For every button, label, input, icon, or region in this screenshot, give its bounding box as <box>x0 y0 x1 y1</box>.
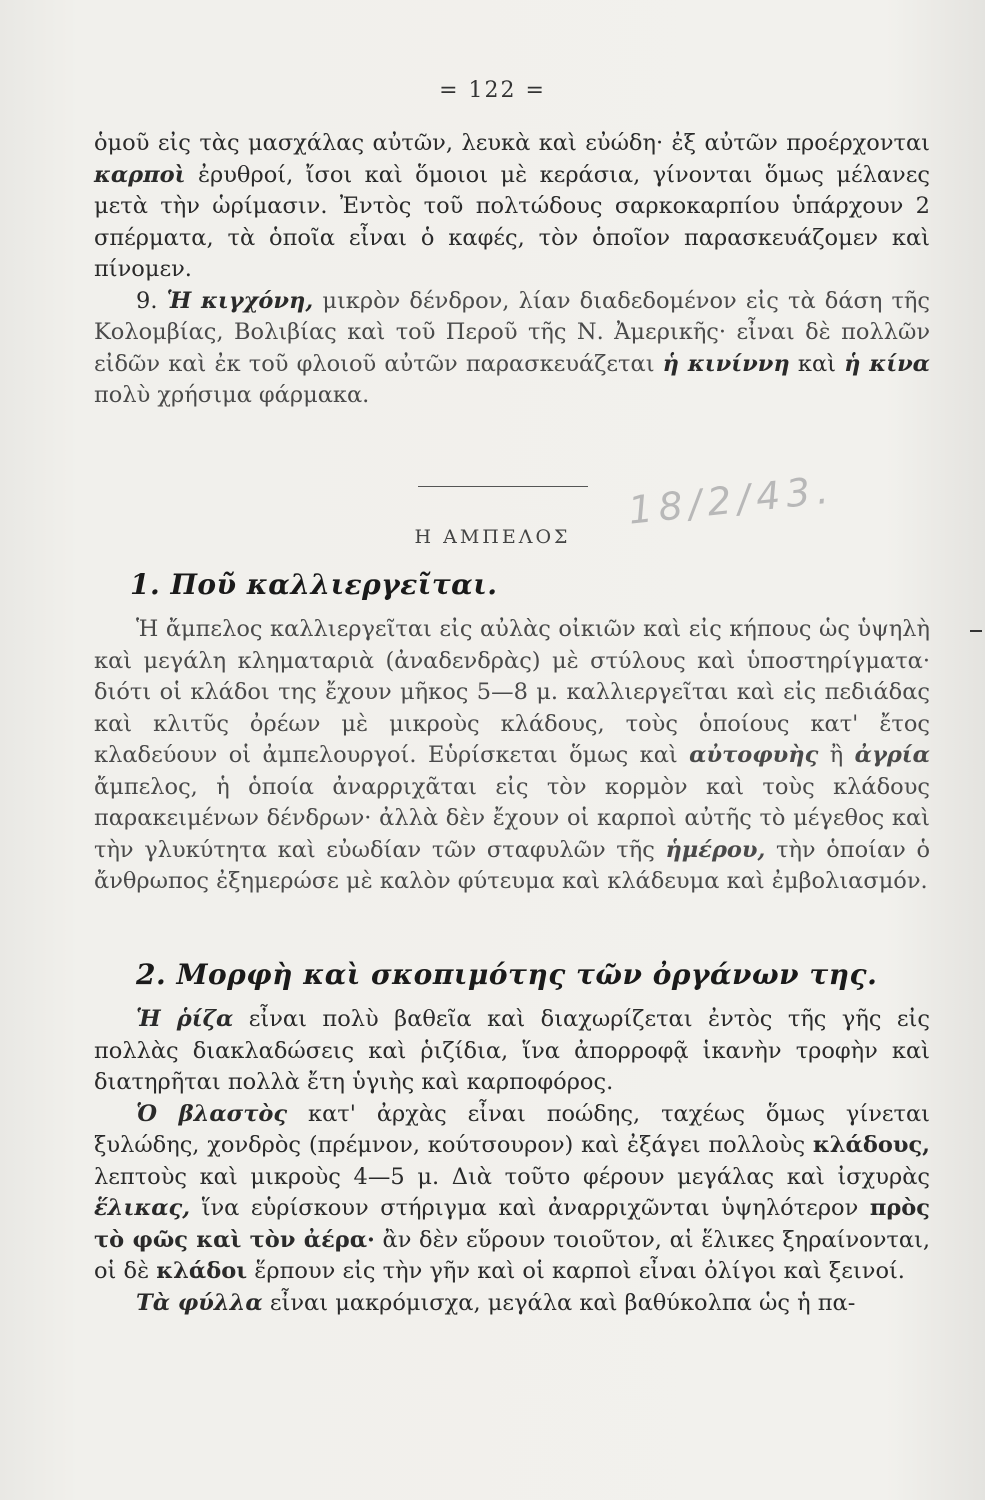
emphasis-term: Τὰ φύλλα <box>136 1289 263 1316</box>
text-span: Ἡ ἄμπελος καλλιεργεῖται εἰς αὐλὰς οἰκιῶν καὶ εἰς κήπους ὡς ὑψηλὴ καὶ μεγάλη κληματαριὰ (ἀναδενδρὰς) μὲ στύλους καὶ ὑποστηρίγματα· διότι οἱ κλάδοι της ἔχουν μῆκος 5—8 μ. καλλιεργεῖται καὶ εἰς πεδιάδας καὶ κλιτῦς ὀρέων μὲ μικροὺς κλάδους, τοὺς ὁποίους κατ' ἔτος κλαδεύουν οἱ ἀμπελουργοί. Εὑρίσκεται ὅμως καὶ <box>94 616 930 768</box>
emphasis-term: αὐτοφυὴς <box>689 742 819 768</box>
text-span: τὴν ὁποίαν ὁ ἄνθρωπος ἐξημερώσε μὲ καλὸν φύτευμα καὶ κλάδευμα καὶ ἐμβολιασμόν. <box>94 836 930 894</box>
paragraph-cinchona <box>94 286 930 412</box>
subheading-organs: 2. Μορφὴ καὶ σκοπιμότης τῶν ὀργάνων της. <box>136 958 878 991</box>
emphasis-term: ἀγρία <box>854 742 930 768</box>
cultivation-text-block <box>94 614 930 898</box>
emphasis-term: ἡ κινίννη <box>662 350 790 377</box>
emphasis-term: ἡμέρου, <box>665 836 766 863</box>
text-span: πολὺ χρήσιμα φάρμακα. <box>94 382 370 408</box>
text-span: ἵνα εὑρίσκουν στήριγμα καὶ ἀναρριχῶνται ὑψηλότερον <box>190 1195 870 1221</box>
emphasis-term: κλάδους, <box>812 1132 930 1158</box>
text-span: εἶναι πολὺ βαθεῖα καὶ διαχωρίζεται ἐντὸς τῆς γῆς εἰς πολλὰς διακλαδώσεις καὶ ῥιζίδια, ἵνα ἀπορροφᾷ ἱκανὴν τροφὴν καὶ διατηρῆται πολλὰ ἔτη ὑγιὴς καὶ καρποφόρος. <box>94 1006 930 1095</box>
text-span: καὶ <box>789 350 845 377</box>
paragraph-leaves <box>94 1288 930 1320</box>
intro-text-block <box>94 128 930 412</box>
text-span: ἄμπελος, ἡ ὁποία ἀναρριχᾶται εἰς τὸν κορμὸν καὶ τοὺς κλάδους παρακειμένων δένδρων· ἀλλὰ δὲν ἔχουν οἱ καρποὶ αὐτῆς τὸ μέγεθος καὶ τὴν γλυκύτητα καὶ εὐωδίαν τῶν σταφυλῶν τῆς <box>94 773 930 863</box>
text-span: εἶναι μακρόμισχα, μεγάλα καὶ βαθύκολπα ὡς ἡ πα- <box>262 1289 856 1316</box>
emphasis-term: Ἡ ῥίζα <box>136 1006 234 1032</box>
emphasis-term: Ἡ κιγχόνη, <box>166 287 314 314</box>
section-divider <box>418 486 588 487</box>
text-span: ἕρπουν εἰς τὴν γῆν καὶ οἱ καρποὶ εἶναι ὀλίγοι καὶ ξεινοί. <box>247 1258 905 1284</box>
handwritten-date-note: 18/2/43. <box>626 467 837 533</box>
section-title: Η ΑΜΠΕΛΟΣ <box>414 526 571 548</box>
subheading-cultivation: 1. Ποῦ καλλιεργεῖται. <box>130 568 498 601</box>
organs-text-block <box>94 1004 930 1319</box>
emphasis-term: καρποὶ <box>94 161 186 188</box>
paragraph-root <box>94 1004 930 1099</box>
page-number: = 122 = <box>439 78 546 103</box>
text-span: ἐρυθροί, ἴσοι καὶ ὅμοιοι μὲ κεράσια, γίνονται ὅμως μέλανες μετὰ τὴν ὡρίμασιν. Ἐντὸς τοῦ πολτώδους σαρκοκαρπίου ὑπάρχουν 2 σπέρματα, τὰ ὁποῖα εἶναι ὁ καφές, τὸν ὁποῖον παρασκευάζομεν καὶ πίνομεν. <box>94 161 930 282</box>
emphasis-term: ἡ κίνα <box>844 350 931 377</box>
text-span: λεπτοὺς καὶ μικροὺς 4—5 μ. Διὰ τοῦτο φέρουν μεγάλας καὶ ἰσχυρὰς <box>94 1163 930 1190</box>
paragraph-vine-cultivation <box>94 614 930 898</box>
emphasis-term: ἕλικας, <box>94 1195 191 1221</box>
margin-mark <box>970 630 982 632</box>
text-span: 9. <box>136 287 167 314</box>
paragraph-coffee <box>94 128 930 286</box>
text-span: κατ' ἀρχὰς εἶναι ποώδης, ταχέως ὅμως γίνεται ξυλώδης, χονδρὸς (πρέμνον, κούτσουρον) καὶ ἐξάγει πολλοὺς <box>94 1100 930 1158</box>
emphasis-term: πρὸς τὸ φῶς καὶ τὸν ἀέρα· <box>94 1195 930 1253</box>
text-span: ἢ <box>818 742 855 768</box>
text-span: ὁμοῦ εἰς τὰς μασχάλας αὐτῶν, λευκὰ καὶ εὐώδη· ἐξ αὐτῶν προέρχονται <box>94 130 930 156</box>
text-span: ἂν δὲν εὕρουν τοιοῦτον, αἱ ἕλικες ξηραίνονται, οἱ δὲ <box>94 1226 930 1284</box>
paragraph-stem <box>94 1099 930 1288</box>
emphasis-term: Ὁ βλαστὸς <box>136 1100 288 1127</box>
emphasis-term: κλάδοι <box>156 1258 248 1284</box>
text-span: μικρὸν δένδρον, λίαν διαδεδομένον εἰς τὰ δάση τῆς Κολομβίας, Βολιβίας καὶ τοῦ Περοῦ τῆς Ν. Ἀμερικῆς· εἶναι δὲ πολλῶν εἰδῶν καὶ ἐκ τοῦ φλοιοῦ αὐτῶν παρασκευάζεται <box>94 287 931 377</box>
